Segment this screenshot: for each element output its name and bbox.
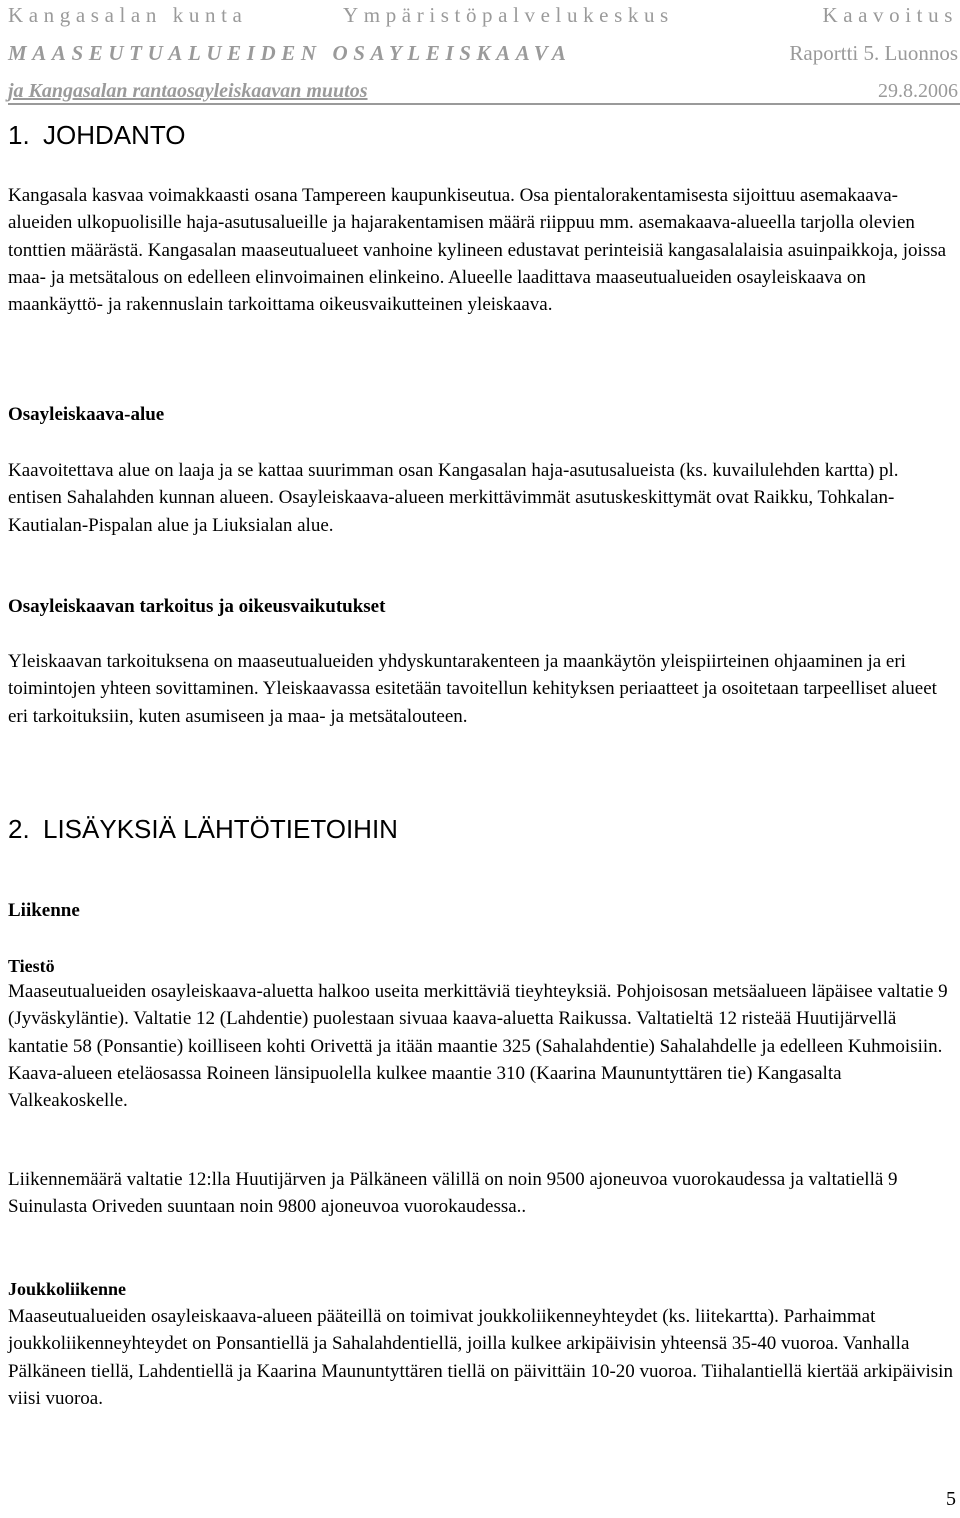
section1-heading — [8, 120, 186, 151]
section2-number: 2. — [8, 814, 30, 844]
header-org-left: Kangasalan kunta — [8, 3, 248, 27]
page-header — [8, 0, 958, 110]
header-rule — [8, 103, 960, 105]
tarkoitus-paragraph: Yleiskaavan tarkoituksena on maaseutualueiden yhdyskuntarakenteen ja maankäytön yleispiirteinen ohjaaminen ja eri toimintojen yhteen sovittaminen. Yleiskaavassa esitetään tavoitellun kehityksen periaatteet ja osoitetaan tarpeelliset alueet eri tarkoituksiin, kuten asumiseen ja maa- ja metsätalouteen. — [8, 651, 937, 727]
header-org-middle: Ympäristöpalvelukeskus — [343, 3, 674, 27]
header-date: 29.8.2006 — [878, 80, 958, 102]
page-number: 5 — [946, 1488, 956, 1510]
header-report-label: Raportti 5. Luonnos — [789, 41, 958, 65]
header-doc-subtitle: ja Kangasalan rantaosayleiskaavan muutos — [8, 80, 368, 102]
traffic-volume-paragraph: Liikennemäärä valtatie 12:lla Huutijärven ja Pälkäneen välillä on noin 9500 ajoneuvoa vuorokaudessa ja valtatiellä 9 Suinulasta Oriveden suuntaan noin 9800 ajoneuvoa vuorokaudessa.. — [8, 1169, 898, 1218]
tiesto-heading: Tiestö — [8, 956, 55, 976]
tiesto-paragraph: Maaseutualueiden osayleiskaava-aluetta halkoo useita merkittäviä tieyhteyksiä. Pohjoisosan metsäalueen läpäisee valtatie 9 (Jyväskyläntie). Valtatie 12 (Lahdentie) puolestaan sivuaa kaava-aluetta Raikussa. Valtatieltä 12 risteää Huutijärvellä kantatie 58 (Ponsantie) koilliseen kohti Orivettä ja itään maantie 325 (Sahalahdentie) Sahalahdelle ja edelleen Kuhmoisiin. Kaava-alueen eteläosassa Roineen länsipuolella kulkee maantie 310 (Kaarina Maununtyttären tie) Kangasalta Valkeakoskelle. — [8, 981, 948, 1112]
section1-number: 1. — [8, 120, 30, 150]
joukkoliikenne-heading: Joukkoliikenne — [8, 1279, 127, 1299]
osayleiskaava-alue-heading: Osayleiskaava-alue — [8, 404, 165, 425]
joukkoliikenne-paragraph: Maaseutualueiden osayleiskaava-alueen pääteillä on toimivat joukkoliikenneyhteydet (ks. liitekartta). Parhaimmat joukkoliikenneyhteydet on Ponsantiellä ja Sahalahdentiellä, joilla kulkee arkipäivisin yhteensä 35-40 vuoroa. Vanhalla Pälkäneen tiellä, Lahdentiellä ja Kaarina Maununtyttären tiellä on päivittäin 10-20 vuoroa. Tiihalantiellä kiertää arkipäivisin viisi vuoroa. — [8, 1306, 953, 1409]
section2-heading — [8, 814, 398, 845]
section2-title: LISÄYKSIÄ LÄHTÖTIETOIHIN — [43, 814, 398, 844]
header-org-right: Kaavoitus — [822, 3, 958, 27]
section1-intro-paragraph: Kangasala kasvaa voimakkaasti osana Tampereen kaupunkiseutua. Osa pientalorakentamisesta sijoittuu asemakaava-alueiden ulkopuolisille haja-asutusalueille ja hajarakentamisen määrä riippuu mm. asemakaava-alueella tarjolla olevien tonttien määrästä. Kangasalan maaseutualueet vanhoine kylineen edustavat perinteisiä kangasalalaisia asuinpaikkoja, joissa maa- ja metsätalous on edelleen elinvoimainen elinkeino. Alueelle laadittava maaseutualueiden osayleiskaava on maankäyttö- ja rakennuslain tarkoittama oikeusvaikutteinen yleiskaava. — [8, 185, 947, 316]
tarkoitus-heading: Osayleiskaavan tarkoitus ja oikeusvaikutukset — [8, 596, 386, 617]
liikenne-heading: Liikenne — [8, 900, 80, 921]
osayleiskaava-alue-paragraph: Kaavoitettava alue on laaja ja se kattaa suurimman osan Kangasalan haja-asutusalueista (ks. kuvailulehden kartta) pl. entisen Sahalahden kunnan alueen. Osayleiskaava-alueen merkittävimmät asutuskeskittymät ovat Raikku, Tohkalan-Kautialan-Pispalan alue ja Liuksialan alue. — [8, 460, 899, 536]
header-doc-title: MAASEUTUALUEIDEN OSAYLEISKAAVA — [8, 41, 572, 65]
section1-title: JOHDANTO — [43, 120, 186, 150]
